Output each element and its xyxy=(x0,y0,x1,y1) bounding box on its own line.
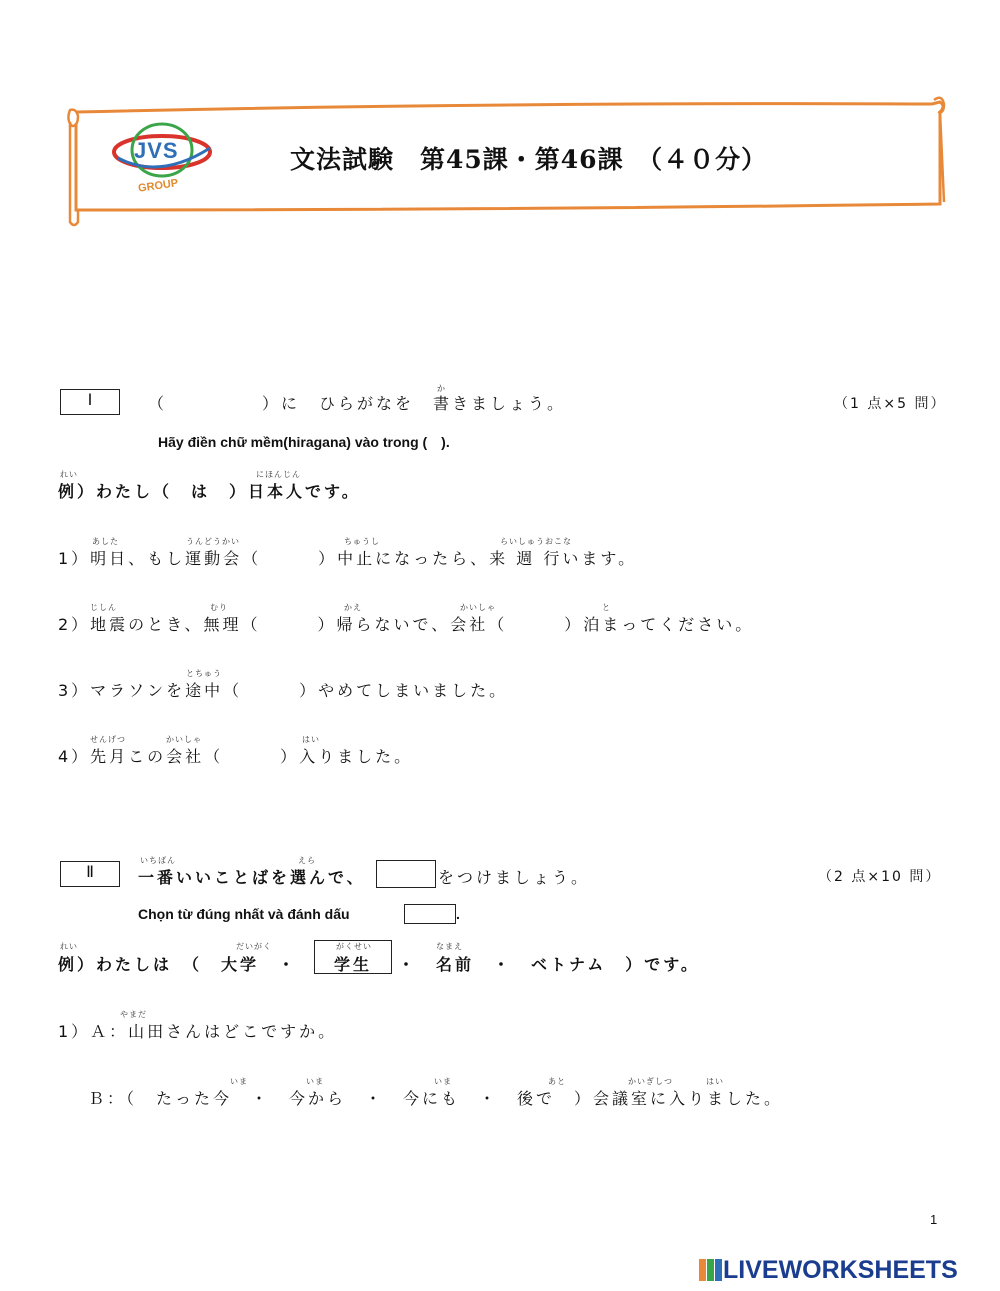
brand-text: LIVEWORKSHEETS xyxy=(723,1256,958,1284)
jvs-group-logo xyxy=(110,118,220,200)
question-4: 4）先月この会社（ ）入りました。 xyxy=(58,747,414,766)
section-1-example: 例）わたし（ は ）日本人です。 xyxy=(58,482,361,501)
ruby: はい xyxy=(706,1077,724,1086)
ruby: じしん xyxy=(90,603,117,612)
ruby-gakusei: がくせい xyxy=(336,942,372,951)
question-3: 3）マラソンを途中（ ）やめてしまいました。 xyxy=(58,681,509,700)
page-number: 1 xyxy=(930,1212,938,1227)
section-2-instruction-a: 一番いいことばを選んで、 xyxy=(138,868,366,887)
ruby: と xyxy=(602,603,611,612)
ruby: かいしゃ xyxy=(166,735,202,744)
section-2-example-choice: 学生 xyxy=(334,955,373,974)
question-2: 2）地震のとき、無理（ ）帰らないで、会社（ ）泊まってください。 xyxy=(58,615,755,634)
ruby: いま xyxy=(434,1077,452,1086)
ruby: はい xyxy=(302,735,320,744)
ruby-ichiban: いちばん xyxy=(140,856,176,865)
page-title: 文法試験 第45課・第46課 （４０分） xyxy=(290,145,768,174)
section-1-points: （1 点×5 問） xyxy=(834,396,947,412)
section-2-points: （2 点×10 問） xyxy=(818,869,942,885)
mark-box-icon xyxy=(404,904,456,924)
ruby: いま xyxy=(306,1077,324,1086)
ruby: せんげつ xyxy=(90,735,126,744)
section-2-example-prefix: 例）わたしは （ 大学 ・ xyxy=(58,955,298,974)
ruby-yamada: やまだ xyxy=(120,1010,147,1019)
ruby-rei: れい xyxy=(60,942,78,951)
liveworksheets-logo[interactable] xyxy=(697,1255,997,1285)
section-2-q1-a: 1）Ａ：山田さんはどこですか。 xyxy=(58,1022,338,1041)
ruby-era: えら xyxy=(298,856,316,865)
brand-badge-icon xyxy=(699,1259,706,1281)
section-2-subtitle: Chọn từ đúng nhất và đánh dấu xyxy=(138,906,350,922)
ruby: うんどうかい xyxy=(186,537,240,546)
ruby: あした xyxy=(92,537,119,546)
question-1: 1）明日、もし運動会（ ）中止になったら、来 週 行います。 xyxy=(58,549,638,568)
logo-text: JVS xyxy=(134,138,179,163)
section-2-label: Ⅱ xyxy=(60,861,120,887)
logo-subtext: GROUP xyxy=(137,177,179,195)
ruby: かいぎしつ xyxy=(628,1077,673,1086)
section-2-q1-b: Ｂ：（ たった今 ・ 今から ・ 今にも ・ 後で ）会議室に入りました。 xyxy=(88,1089,784,1108)
ruby: らいしゅうおこな xyxy=(500,537,572,546)
brand-badge-icon xyxy=(715,1259,722,1281)
ruby-rei: れい xyxy=(60,470,78,479)
ruby: むり xyxy=(210,603,228,612)
ruby: ちゅうし xyxy=(344,537,380,546)
section-1-instruction: （ ）に ひらがなを 書きましょう。 xyxy=(148,394,567,413)
section-1-label: Ⅰ xyxy=(60,389,120,415)
ruby: かえ xyxy=(344,603,362,612)
section-2-example-suffix: ・ 名前 ・ ベトナム ）です。 xyxy=(398,955,700,974)
ruby-kaki: か xyxy=(437,384,446,393)
ruby: あと xyxy=(548,1077,566,1086)
brand-badge-icon xyxy=(707,1259,714,1281)
ruby-namae: なまえ xyxy=(436,942,463,951)
ruby-daigaku: だいがく xyxy=(236,942,272,951)
ruby: いま xyxy=(230,1077,248,1086)
section-2-subtitle-end: . xyxy=(456,906,460,922)
section-2-instruction-b: をつけましょう。 xyxy=(438,868,591,887)
ruby: とちゅう xyxy=(186,669,222,678)
section-1-subtitle: Hãy điền chữ mềm(hiragana) vào trong ( ). xyxy=(158,434,450,450)
ruby: かいしゃ xyxy=(460,603,496,612)
mark-box-icon xyxy=(376,860,436,888)
ruby-nihonjin: にほんじん xyxy=(256,470,301,479)
